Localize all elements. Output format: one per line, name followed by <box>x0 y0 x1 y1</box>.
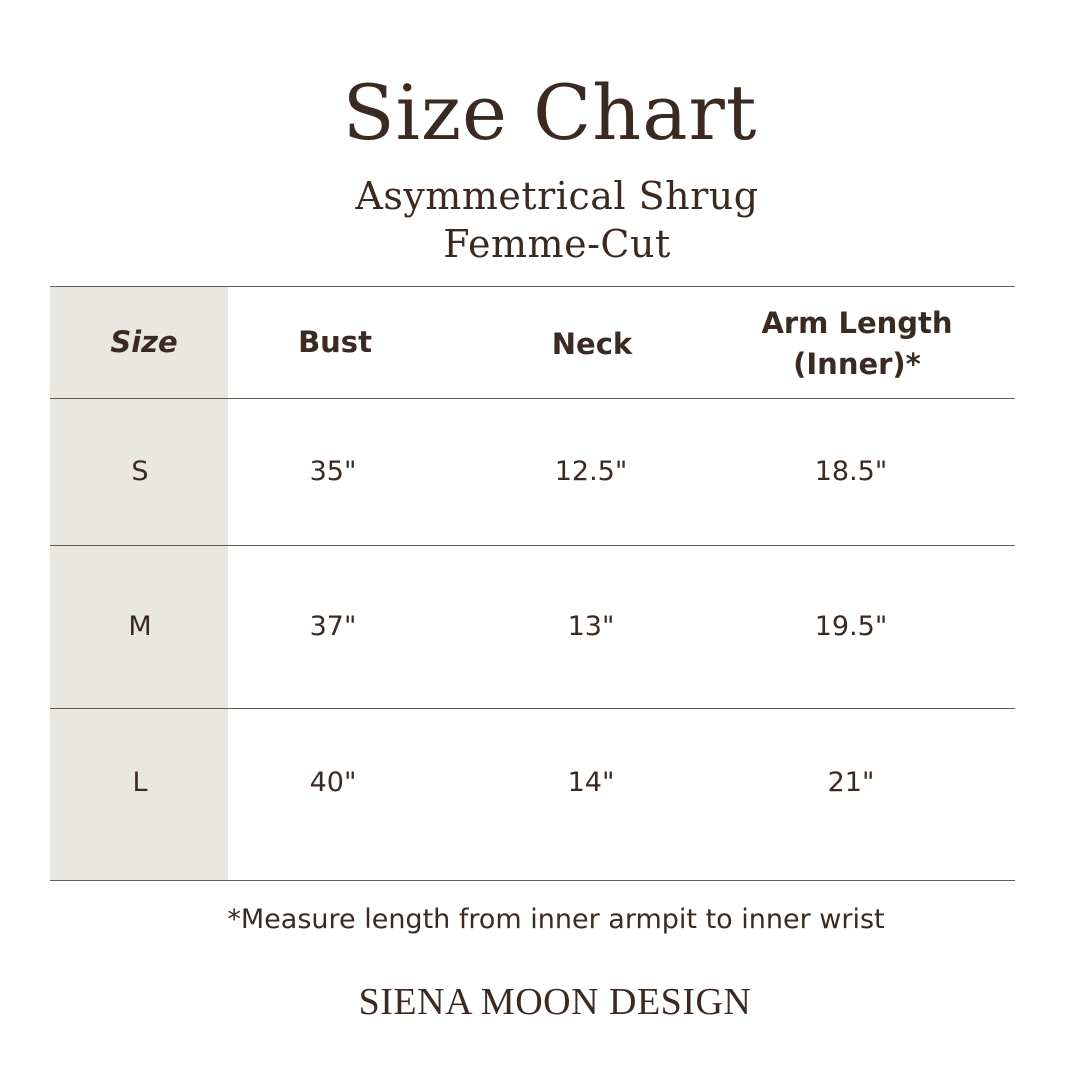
header-arm-length-line2: (Inner)* <box>793 347 921 381</box>
page-title: Size Chart <box>342 68 758 157</box>
row-s-neck: 12.5" <box>554 456 628 487</box>
size-table <box>50 286 1015 881</box>
header-bust: Bust <box>298 324 372 359</box>
row-s-bust: 35" <box>309 456 357 487</box>
row-m-size: M <box>128 611 152 642</box>
header-neck: Neck <box>551 326 633 361</box>
brand-wordmark: SIENA MOON DESIGN <box>358 981 752 1023</box>
header-arm-length <box>742 286 972 402</box>
row-s-arm: 18.5" <box>814 456 888 487</box>
row-m-neck: 13" <box>567 611 615 642</box>
row-l-bust: 40" <box>309 766 357 798</box>
header-arm-length-line1: Arm Length <box>761 306 953 340</box>
row-m-bust: 37" <box>309 611 357 642</box>
row-m-arm: 19.5" <box>814 611 888 642</box>
row-s-size: S <box>131 456 149 487</box>
row-l-neck: 14" <box>567 766 615 798</box>
row-l-size: L <box>132 766 148 798</box>
header-size: Size <box>110 324 178 359</box>
table-rule-bottom <box>50 880 1015 881</box>
row-l-arm: 21" <box>827 766 875 798</box>
product-cut: Femme-Cut <box>443 222 671 266</box>
product-name: Asymmetrical Shrug <box>355 174 759 218</box>
measurement-footnote: *Measure length from inner armpit to inner wrist <box>227 904 885 935</box>
